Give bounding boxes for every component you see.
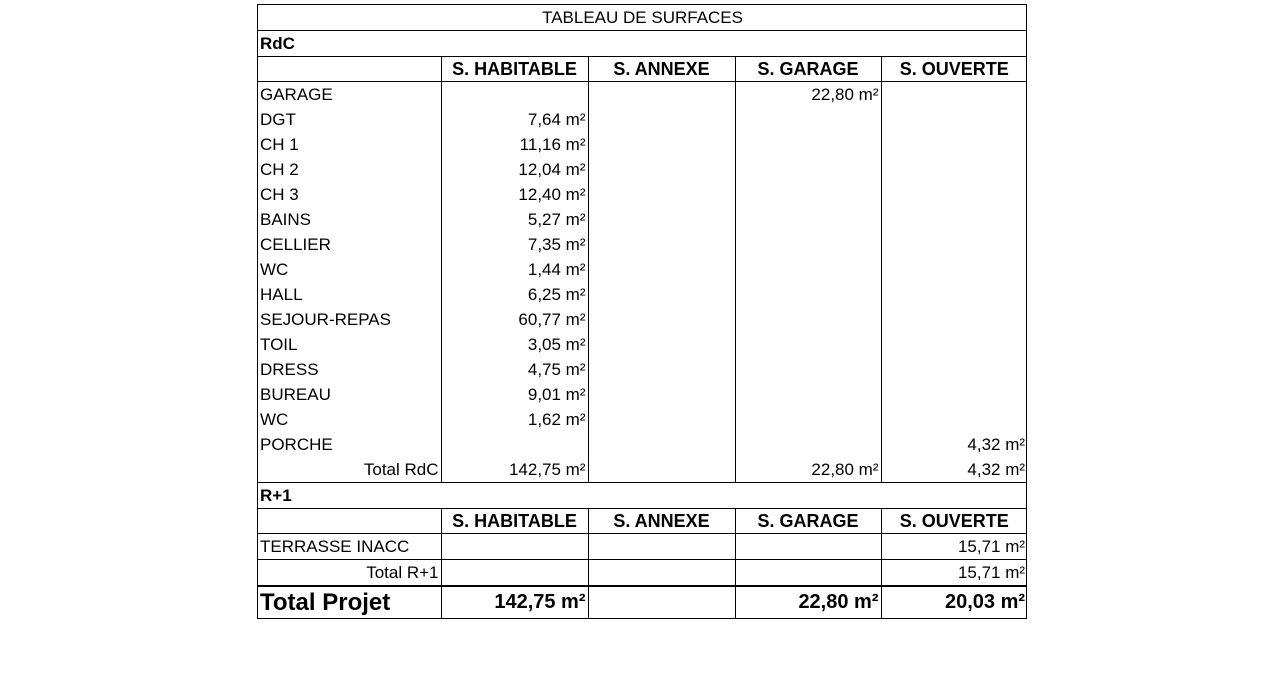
grand-total-garage: 22,80 m² [735,586,881,618]
grand-total-annexe [588,586,735,618]
surface-garage [735,207,881,232]
table-row [258,282,1027,307]
section-label: RdC [258,31,1027,57]
section-total-row [258,560,1027,587]
room-name: CH 2 [260,160,299,179]
table-row [258,432,1027,457]
column-header-blank [258,509,441,534]
room-name: DRESS [260,360,319,379]
section-total-habitable [441,560,588,587]
column-header-ouverte: S. OUVERTE [881,509,1027,534]
surface-annexe [588,382,735,407]
column-header-annexe: S. ANNEXE [588,57,735,82]
room-name: BAINS [260,210,312,229]
room-name: WC [260,260,289,279]
surface-annexe [588,157,735,182]
surface-garage [735,357,881,382]
room-name: TOIL [260,335,298,354]
surface-garage [735,232,881,257]
surface-ouverte [881,207,1027,232]
table-row [258,207,1027,232]
surface-habitable: 3,05 m² [441,332,588,357]
surface-ouverte [881,257,1027,282]
surface-annexe [588,332,735,357]
column-header-garage: S. GARAGE [735,509,881,534]
room-name: CELLIER [260,235,331,254]
grand-total-habitable: 142,75 m² [441,586,588,618]
surface-ouverte [881,282,1027,307]
surfaces-table [258,5,1027,618]
surface-garage [735,257,881,282]
surface-ouverte [881,157,1027,182]
section-label-row [258,483,1027,509]
surface-annexe [588,182,735,207]
surfaces-table-sheet [257,4,1027,619]
table-row [258,157,1027,182]
surface-annexe [588,82,735,108]
table-row [258,82,1027,108]
surface-annexe [588,132,735,157]
column-header-habitable: S. HABITABLE [441,509,588,534]
surface-ouverte [881,182,1027,207]
section-label: R+1 [258,483,1027,509]
surface-garage [735,432,881,457]
room-name: CH 1 [260,135,299,154]
surface-ouverte [881,382,1027,407]
grand-total-ouverte: 20,03 m² [881,586,1027,618]
table-row [258,357,1027,382]
surface-habitable [441,82,588,108]
room-name: WC [260,410,289,429]
surface-habitable [441,432,588,457]
surface-annexe [588,207,735,232]
surface-annexe [588,357,735,382]
surface-garage [735,282,881,307]
section-total-row [258,457,1027,483]
surface-annexe [588,307,735,332]
table-row [258,332,1027,357]
surface-garage [735,307,881,332]
table-row [258,182,1027,207]
room-name: CH 3 [260,185,299,204]
surface-habitable: 7,35 m² [441,232,588,257]
page-title: TABLEAU DE SURFACES [258,5,1027,31]
section-total-habitable: 142,75 m² [441,457,588,483]
surface-annexe [588,107,735,132]
surface-habitable: 11,16 m² [441,132,588,157]
title-row [258,5,1027,31]
surface-annexe [588,407,735,432]
section-total-annexe [588,457,735,483]
surface-ouverte [881,107,1027,132]
room-name: HALL [260,285,303,304]
column-header-annexe: S. ANNEXE [588,509,735,534]
surface-habitable: 5,27 m² [441,207,588,232]
grand-total-row [258,586,1027,618]
section-total-ouverte: 4,32 m² [881,457,1027,483]
surface-ouverte [881,232,1027,257]
room-name: BUREAU [260,385,331,404]
surface-habitable: 4,75 m² [441,357,588,382]
table-row [258,232,1027,257]
column-header-garage: S. GARAGE [735,57,881,82]
column-header-row [258,57,1027,82]
section-total-garage [735,560,881,587]
grand-total-label: Total Projet [258,586,441,618]
surface-ouverte [881,307,1027,332]
column-header-row [258,509,1027,534]
surface-ouverte [881,132,1027,157]
room-name: SEJOUR-REPAS [260,310,391,329]
surface-habitable: 6,25 m² [441,282,588,307]
surface-garage [735,182,881,207]
surface-habitable: 1,62 m² [441,407,588,432]
section-label-row [258,31,1027,57]
surface-habitable [441,534,588,560]
surface-garage [735,132,881,157]
surface-annexe [588,282,735,307]
surface-habitable: 60,77 m² [441,307,588,332]
column-header-blank [258,57,441,82]
surface-habitable: 12,40 m² [441,182,588,207]
surface-annexe [588,534,735,560]
surface-garage [735,157,881,182]
surface-habitable: 12,04 m² [441,157,588,182]
column-header-ouverte: S. OUVERTE [881,57,1027,82]
surface-ouverte: 15,71 m² [881,534,1027,560]
surface-garage: 22,80 m² [735,82,881,108]
surface-ouverte [881,332,1027,357]
section-total-label: Total R+1 [258,560,441,587]
surface-habitable: 1,44 m² [441,257,588,282]
surface-ouverte [881,407,1027,432]
surface-garage [735,534,881,560]
table-row [258,257,1027,282]
surface-habitable: 9,01 m² [441,382,588,407]
room-name: DGT [260,110,296,129]
surface-garage [735,407,881,432]
surface-annexe [588,257,735,282]
surface-ouverte [881,82,1027,108]
surface-garage [735,332,881,357]
room-name: TERRASSE INACC [258,534,441,560]
table-row [258,407,1027,432]
table-row [258,132,1027,157]
table-row [258,534,1027,560]
table-row [258,107,1027,132]
surfaces-table-body [258,5,1027,618]
surface-habitable: 7,64 m² [441,107,588,132]
surface-annexe [588,432,735,457]
column-header-habitable: S. HABITABLE [441,57,588,82]
section-total-annexe [588,560,735,587]
surface-garage [735,107,881,132]
surface-annexe [588,232,735,257]
section-total-label: Total RdC [258,457,441,483]
table-row [258,382,1027,407]
section-total-garage: 22,80 m² [735,457,881,483]
section-total-ouverte: 15,71 m² [881,560,1027,587]
room-name: PORCHE [260,435,333,454]
surface-ouverte: 4,32 m² [881,432,1027,457]
room-name: GARAGE [260,85,333,104]
surface-ouverte [881,357,1027,382]
surface-garage [735,382,881,407]
table-row [258,307,1027,332]
